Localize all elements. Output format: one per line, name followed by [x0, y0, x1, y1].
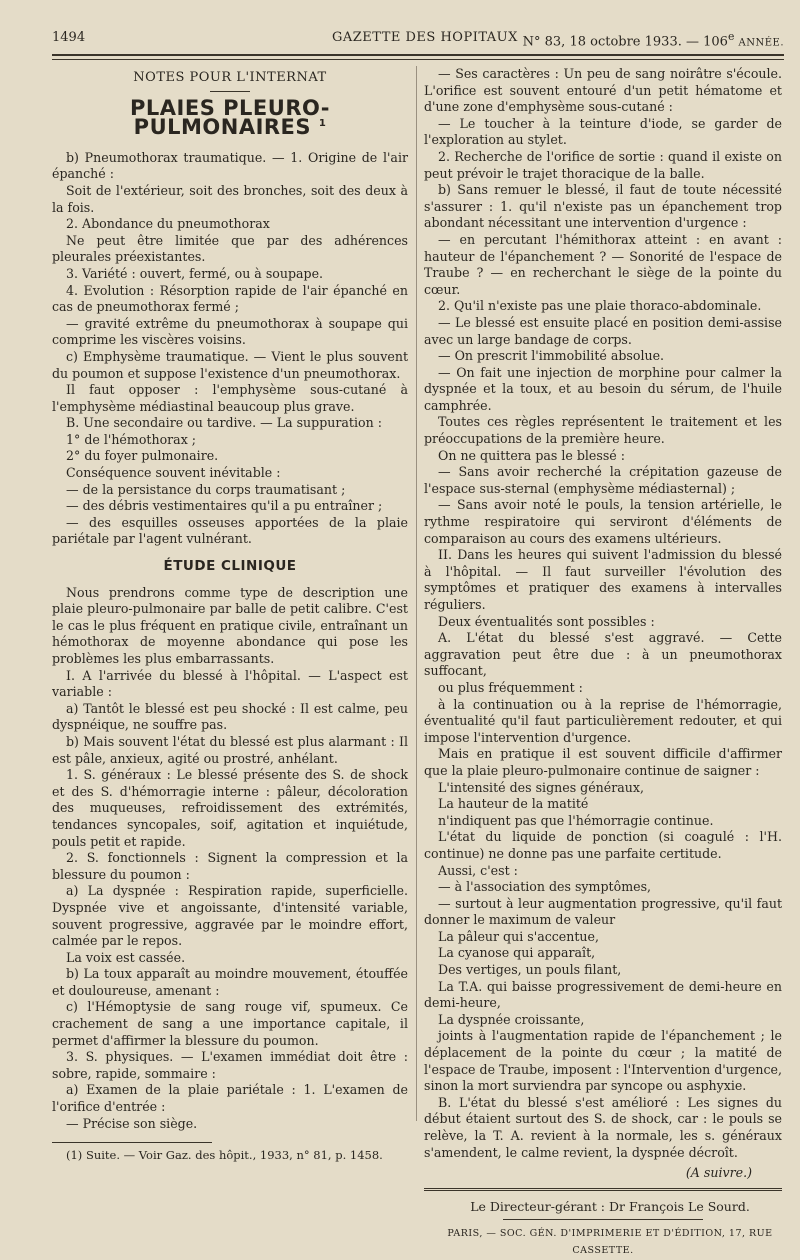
- paragraph: Ne peut être limitée que par des adhérences pleurales préexistantes.: [52, 232, 408, 265]
- paragraph: A. L'état du blessé s'est aggravé. — Cette aggravation peut être due : à un pneumothorax suffocant,: [424, 630, 782, 679]
- paragraph: — des esquilles osseuses apportées de la plaie pariétale par l'agent vulnérant.: [52, 514, 408, 547]
- left-column: [52, 66, 408, 1164]
- journal-title: GAZETTE DES HOPITAUX: [332, 30, 518, 45]
- paragraph: Mais en pratique il est souvent difficile d'affirmer que la plaie pleuro-pulmonaire continue de saigner :: [424, 746, 782, 778]
- paragraph: — Précise son siège.: [66, 1115, 198, 1131]
- closing-rule: [424, 1188, 782, 1191]
- paragraph: La hauteur de la matité: [438, 796, 589, 812]
- issue-number: N° 83, 18 octobre 1933. — 106: [522, 34, 728, 50]
- paragraph: 1° de l'hémothorax ;: [66, 431, 197, 447]
- paragraph: La cyanose qui apparaît,: [438, 945, 596, 961]
- paragraph: L'intensité des signes généraux,: [438, 779, 644, 795]
- paragraph: 2. Recherche de l'orifice de sortie : quand il existe on peut prévoir le trajet thoracique de la balle.: [424, 148, 782, 181]
- paragraph: Des vertiges, un pouls filant,: [438, 962, 622, 978]
- article-title: [52, 95, 408, 140]
- paragraph: à la continuation ou à la reprise de l'hémorragie, éventualité qu'il faut particulièrement redouter, et qui impose l'intervention d'urgence.: [424, 696, 782, 745]
- paragraph: c) l'Hémoptysie de sang rouge vif, spumeux. Ce crachement de sang a une importance capitale, il permet d'affirmer la blessure du poumon.: [52, 999, 408, 1048]
- paragraph: b) Sans remuer le blessé, il faut de toute nécessité s'assurer : 1. qu'il n'existe pas un épanchement trop abondant nécessitant une intervention d'urgence :: [424, 182, 782, 231]
- printer-line: PARIS, — SOC. GÉN. D'IMPRIMERIE ET D'ÉDITION, 17, RUE CASSETTE.: [447, 1228, 773, 1256]
- paragraph: a) Examen de la plaie pariétale : 1. L'examen de l'orifice d'entrée :: [52, 1082, 408, 1115]
- paragraph: joints à l'augmentation rapide de l'épanchement ; le déplacement de la pointe du cœur ; la matité de l'espace de Traube, imposent : l'Intervention d'urgence, sinon la mort surviendra par syncope ou asphyxie.: [424, 1028, 782, 1094]
- paragraph: La dyspnée croissante,: [438, 1011, 585, 1027]
- section-rule: [210, 91, 250, 92]
- paragraph: Soit de l'extérieur, soit des bronches, soit des deux à la fois.: [52, 182, 408, 215]
- to-be-continued: (A suivre.): [685, 1165, 752, 1181]
- paragraph: Il faut opposer : l'emphysème sous-cutané à l'emphysème médiastinal beaucoup plus grave.: [52, 382, 408, 414]
- paragraph: — de la persistance du corps traumatisant ;: [66, 481, 346, 497]
- paragraph: La pâleur qui s'accentue,: [438, 928, 599, 944]
- paragraph: B. L'état du blessé s'est amélioré : Les signes du début étaient surtout des S. de shock, car : le pouls se relève, la T. A. revient à la normale, les s. généraux s'amendent, le calme revient, la dyspnée décroît.: [424, 1094, 782, 1160]
- paragraph: — Sans avoir recherché la crépitation gazeuse de l'espace sus-sternal (emphysème médiasternal) ;: [424, 464, 782, 496]
- paragraph: — On fait une injection de morphine pour calmer la dyspnée et la toux, et au besoin du sérum, de l'huile camphrée.: [424, 364, 782, 413]
- section-heading: NOTES POUR L'INTERNAT: [133, 70, 327, 85]
- paragraph: a) La dyspnée : Respiration rapide, superficielle. Dyspnée vive et angoissante, d'intensité variable, souvent progressive, aggravée par le moindre effort, calmée par le repos.: [52, 883, 408, 949]
- paragraph: 1. S. généraux : Le blessé présente des S. de shock et des S. d'hémorragie interne : pâleur, décoloration des muqueuses, refroidissement des extrémités, tendances syncopales, soif, agitation et inquiétude, pouls petit et rapide.: [52, 767, 408, 849]
- paragraph: Deux éventualités sont possibles :: [438, 613, 655, 629]
- left-paragraphs-b: [52, 585, 408, 1133]
- issue-tail: ANNÉE.: [738, 37, 784, 49]
- paragraph: 2° du foyer pulmonaire.: [66, 448, 219, 464]
- paragraph: La T.A. qui baisse progressivement de demi-heure en demi-heure,: [424, 978, 782, 1011]
- paragraph: B. Une secondaire ou tardive. — La suppuration :: [66, 415, 382, 431]
- right-column: [424, 66, 782, 1260]
- paragraph: — à l'association des symptômes,: [438, 879, 652, 895]
- issue-sup: e: [727, 30, 735, 43]
- etude-heading: ÉTUDE CLINIQUE: [163, 558, 297, 575]
- paragraph: 4. Evolution : Résorption rapide de l'air épanché en cas de pneumothorax fermé ;: [52, 282, 408, 315]
- left-paragraphs-a: [52, 150, 408, 548]
- paragraph: La voix est cassée.: [66, 949, 186, 965]
- page-header: [52, 26, 784, 48]
- paragraph: c) Emphysème traumatique. — Vient le plus souvent du poumon et suppose l'existence d'un pneumothorax.: [52, 348, 408, 381]
- paragraph: ou plus fréquemment :: [438, 679, 583, 695]
- header-rule-thin: [52, 59, 784, 60]
- paragraph: — en percutant l'hémithorax atteint : en avant : hauteur de l'épanchement ? — Sonorité de l'espace de Traube ? — en recherchant le siège de la pointe du cœur.: [424, 231, 782, 297]
- paragraph: Aussi, c'est :: [438, 862, 518, 878]
- paragraph: — surtout à leur augmentation progressive, qu'il faut donner le maximum de valeur: [424, 895, 782, 928]
- paragraph: 3. Variété : ouvert, fermé, ou à soupape.: [66, 265, 324, 281]
- right-paragraphs: [424, 66, 782, 1161]
- paragraph: — Le toucher à la teinture d'iode, se garder de l'exploration au stylet.: [424, 115, 782, 148]
- paragraph: 2. Qu'il n'existe pas une plaie thoraco-abdominale.: [438, 298, 762, 314]
- director-rule: [503, 1219, 703, 1220]
- paragraph: — Ses caractères : Un peu de sang noirâtre s'écoule. L'orifice est souvent entouré d'un petit hématome et d'une zone d'emphysème sous-cutané :: [424, 66, 782, 115]
- director-line: Le Directeur-gérant : Dr François Le Sourd.: [470, 1198, 750, 1214]
- paragraph: II. Dans les heures qui suivent l'admission du blessé à l'hôpital. — Il faut surveiller l'évolution des symptômes et pratiquer des examens à intervalles réguliers.: [424, 547, 782, 612]
- paragraph: — des débris vestimentaires qu'il a pu entraîner ;: [66, 498, 383, 514]
- column-divider: [416, 66, 417, 1121]
- paragraph: I. A l'arrivée du blessé à l'hôpital. — L'aspect est variable :: [52, 667, 408, 700]
- paragraph: — gravité extrême du pneumothorax à soupape qui comprime les viscères voisins.: [52, 315, 408, 348]
- paragraph: b) La toux apparaît au moindre mouvement, étouffée et douloureuse, amenant :: [52, 966, 408, 998]
- paragraph: — On prescrit l'immobilité absolue.: [438, 348, 665, 364]
- paragraph: — Le blessé est ensuite placé en position demi-assise avec un large bandage de corps.: [424, 314, 782, 347]
- issue-info: [523, 30, 784, 49]
- footnote-rule: [52, 1142, 212, 1143]
- paragraph: a) Tantôt le blessé est peu shocké : Il est calme, peu dyspnéique, ne souffre pas.: [52, 700, 408, 733]
- paragraph: L'état du liquide de ponction (si coagulé : l'H. continue) ne donne pas une parfaite certitude.: [424, 829, 782, 861]
- paragraph: On ne quittera pas le blessé :: [438, 447, 625, 463]
- paragraph: Conséquence souvent inévitable :: [66, 465, 281, 481]
- footnote: (1) Suite. — Voir Gaz. des hôpit., 1933, n° 81, p. 1458.: [66, 1148, 383, 1163]
- article-title-text: PLAIES PLEURO-PULMONAIRES: [130, 95, 330, 140]
- header-rule: [52, 54, 784, 56]
- paragraph: 3. S. physiques. — L'examen immédiat doit être : sobre, rapide, sommaire :: [52, 1049, 408, 1081]
- title-footnote-marker: 1: [318, 118, 327, 130]
- paragraph: Toutes ces règles représentent le traitement et les préoccupations de la première heure.: [424, 414, 782, 447]
- paragraph: Nous prendrons comme type de description une plaie pleuro-pulmonaire par balle de petit calibre. C'est le cas le plus fréquent en pratique civile, entraînant un hémothorax de moyenne abondance qui pose les problèmes les plus embarrassants.: [52, 584, 408, 666]
- paragraph: b) Mais souvent l'état du blessé est plus alarmant : Il est pâle, anxieux, agité ou prostré, anhélant.: [52, 733, 408, 766]
- paragraph: — Sans avoir noté le pouls, la tension artérielle, le rythme respiratoire qui serviront d'éléments de comparaison au cours des examens ultérieurs.: [424, 497, 782, 546]
- paragraph: n'indiquent pas que l'hémorragie continue.: [438, 812, 714, 828]
- paragraph: 2. S. fonctionnels : Signent la compression et la blessure du poumon :: [52, 850, 408, 882]
- paragraph: b) Pneumothorax traumatique. — 1. Origine de l'air épanché :: [52, 149, 408, 182]
- paragraph: 2. Abondance du pneumothorax: [66, 216, 270, 232]
- page-number: 1494: [52, 30, 86, 45]
